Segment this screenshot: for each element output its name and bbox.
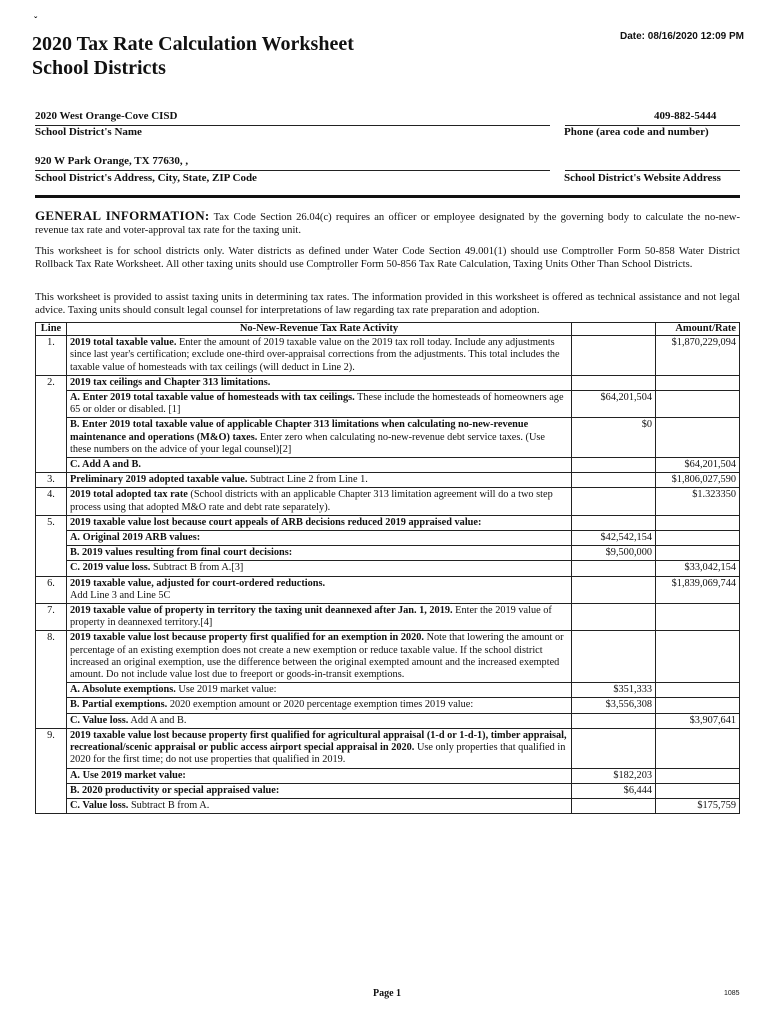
sub-amount-cell [572, 713, 656, 728]
line-description: C. 2019 value loss. Subtract B from A.[3] [67, 561, 572, 576]
line-description: B. 2020 productivity or special appraised value: [67, 783, 572, 798]
line-description: 2019 total adopted tax rate (School districts with an applicable Chapter 313 limitation agreement will do a two step process using that adopted M&O rate and debt rate separately). [67, 488, 572, 515]
amount-cell [656, 631, 740, 683]
sub-amount-cell: $6,444 [572, 783, 656, 798]
sub-amount-cell [572, 604, 656, 631]
line-description: B. Partial exemptions. 2020 exemption amount or 2020 percentage exemption times 2019 value: [67, 698, 572, 713]
amount-cell [656, 683, 740, 698]
phone-value: 409-882-5444 [654, 110, 717, 122]
line-number: 4. [36, 488, 67, 515]
address-line [35, 170, 550, 171]
amount-cell: $1.323350 [656, 488, 740, 515]
amount-cell [656, 768, 740, 783]
amount-cell [656, 531, 740, 546]
table-row [36, 798, 740, 813]
table-row [36, 458, 740, 473]
table-row [36, 728, 740, 768]
line-description: Preliminary 2019 adopted taxable value. Subtract Line 2 from Line 1. [67, 473, 572, 488]
line-description: C. Value loss. Subtract B from A. [67, 798, 572, 813]
sub-amount-cell [572, 561, 656, 576]
col-amount-header: Amount/Rate [656, 323, 740, 336]
website-label: School District's Website Address [564, 172, 721, 184]
table-row [36, 576, 740, 603]
sub-amount-cell [572, 473, 656, 488]
sub-amount-cell: $64,201,504 [572, 391, 656, 418]
sub-amount-cell: $3,556,308 [572, 698, 656, 713]
line-description: 2019 taxable value lost because property first qualified for an exemption in 2020. Note that lowering the amount or percentage of an existing exemption does not create a new exemption or reduce taxable value. If the school district increased an original exemption, use the difference between the original exempted amount and the increased exempted amount. Do not include value lost due to freeport or goods-in-transit exemptions. [67, 631, 572, 683]
sub-amount-cell [572, 631, 656, 683]
sub-amount-cell [572, 488, 656, 515]
website-line [565, 170, 740, 171]
general-info-p2: This worksheet is for school districts only. Water districts as defined under Water Code Section 49.001(1) should use Comptroller Form 50-858 Water District Rollback Tax Rate Worksheet. All other taxing units should use Comptroller Form 50-856 Tax Rate Calculation, Taxing Units Other Than School Districts. [35, 246, 740, 270]
sub-amount-cell [572, 336, 656, 376]
district-name-value: 2020 West Orange-Cove CISD [35, 110, 178, 122]
col-activity-header: No-New-Revenue Tax Rate Activity [67, 323, 572, 336]
line-description: B. Enter 2019 total taxable value of applicable Chapter 313 limitations when calculating no-new-revenue maintenance and operations (M&O) taxes. Enter zero when calculating no-new-revenue debt service taxes. (Use these numbers on the advice of your legal counsel)[2] [67, 418, 572, 458]
amount-cell: $1,870,229,094 [656, 336, 740, 376]
table-row [36, 783, 740, 798]
sub-amount-cell: $9,500,000 [572, 546, 656, 561]
sub-amount-cell [572, 458, 656, 473]
line-number: 6. [36, 576, 67, 603]
amount-cell: $3,907,641 [656, 713, 740, 728]
section-divider [35, 195, 740, 198]
line-description: 2019 taxable value lost because court appeals of ARB decisions reduced 2019 appraised value: [67, 515, 572, 530]
line-description: C. Add A and B. [67, 458, 572, 473]
amount-cell: $1,839,069,744 [656, 576, 740, 603]
form-code: 1085 [724, 990, 740, 997]
col-line-header: Line [36, 323, 67, 336]
line-number: 8. [36, 631, 67, 728]
line-number: 5. [36, 515, 67, 576]
amount-cell [656, 698, 740, 713]
subtitle-line: School Districts [32, 57, 166, 79]
amount-cell [656, 728, 740, 768]
address-value: 920 W Park Orange, TX 77630, , [35, 155, 189, 167]
table-row [36, 768, 740, 783]
line-description: A. Absolute exemptions. Use 2019 market value: [67, 683, 572, 698]
sub-amount-cell [572, 375, 656, 390]
amount-cell [656, 418, 740, 458]
address-label: School District's Address, City, State, ZIP Code [35, 172, 257, 184]
table-row [36, 698, 740, 713]
general-info-p1 [35, 210, 740, 237]
table-header-row [36, 323, 740, 336]
title-line: 2020 Tax Rate Calculation Worksheet [32, 33, 354, 55]
sub-amount-cell: $182,203 [572, 768, 656, 783]
amount-cell: $64,201,504 [656, 458, 740, 473]
line-description: B. 2019 values resulting from final court decisions: [67, 546, 572, 561]
line-description: 2019 tax ceilings and Chapter 313 limitations. [67, 375, 572, 390]
line-description: A. Use 2019 market value: [67, 768, 572, 783]
general-info-heading: GENERAL INFORMATION: [35, 208, 210, 223]
table-row [36, 531, 740, 546]
table-row [36, 418, 740, 458]
table-row [36, 375, 740, 390]
sub-amount-cell: $351,333 [572, 683, 656, 698]
sub-amount-cell [572, 576, 656, 603]
general-info-text-1: Tax Code Section 26.04(c) requires an officer or employee designated by the governing body to calculate the no-new-revenue tax rate and voter-approval tax rate for the taxing unit. [35, 212, 740, 236]
line-description: C. Value loss. Add A and B. [67, 713, 572, 728]
table-row [36, 561, 740, 576]
print-date: Date: 08/16/2020 12:09 PM [620, 31, 744, 42]
amount-cell: $33,042,154 [656, 561, 740, 576]
line-number: 2. [36, 375, 67, 472]
sub-amount-cell [572, 728, 656, 768]
amount-cell: $175,759 [656, 798, 740, 813]
table-row [36, 391, 740, 418]
line-number: 3. [36, 473, 67, 488]
amount-cell [656, 515, 740, 530]
table-row [36, 713, 740, 728]
line-number: 9. [36, 728, 67, 813]
table-row [36, 473, 740, 488]
line-description: 2019 total taxable value. Enter the amount of 2019 taxable value on the 2019 tax roll today. Include any adjustments since last year's certification; exclude one-third over-appraisal corrections from the adjustments. This total includes the taxable value of homesteads with tax ceilings (will deduct in Line 2). [67, 336, 572, 376]
table-row [36, 631, 740, 683]
page-title [32, 32, 354, 80]
amount-cell [656, 546, 740, 561]
stray-mark: ˇ [34, 16, 38, 27]
phone-label: Phone (area code and number) [564, 126, 709, 138]
general-info-p3: This worksheet is provided to assist taxing units in determining tax rates. The information provided in this worksheet is offered as technical assistance and not legal advice. Taxing units should consult legal counsel for interpretations of law regarding tax rate preparation and adoption. [35, 292, 740, 316]
sub-amount-cell [572, 515, 656, 530]
amount-cell [656, 375, 740, 390]
table-row [36, 604, 740, 631]
table-row [36, 683, 740, 698]
line-description: 2019 taxable value lost because property first qualified for agricultural appraisal (1-d or 1-d-1), timber appraisal, recreational/scenic appraisal or public access airport special appraisal in 2020. Use only properties that qualified in 2020 for the first time; do not use properties that qualified in 2019. [67, 728, 572, 768]
line-description: A. Original 2019 ARB values: [67, 531, 572, 546]
amount-cell [656, 604, 740, 631]
amount-cell [656, 783, 740, 798]
line-description: 2019 taxable value of property in territory the taxing unit deannexed after Jan. 1, 2019. Enter the 2019 value of property in deannexed territory.[4] [67, 604, 572, 631]
line-number: 1. [36, 336, 67, 376]
amount-cell: $1,806,027,590 [656, 473, 740, 488]
line-number: 7. [36, 604, 67, 631]
district-name-label: School District's Name [35, 126, 142, 138]
table-row [36, 336, 740, 376]
page-number: Page 1 [373, 988, 402, 999]
worksheet-table [35, 322, 740, 814]
line-description: 2019 taxable value, adjusted for court-ordered reductions. Add Line 3 and Line 5C [67, 576, 572, 603]
sub-amount-cell: $42,542,154 [572, 531, 656, 546]
sub-amount-cell [572, 798, 656, 813]
sub-amount-cell: $0 [572, 418, 656, 458]
table-row [36, 515, 740, 530]
table-row [36, 488, 740, 515]
table-row [36, 546, 740, 561]
line-description: A. Enter 2019 total taxable value of homesteads with tax ceilings. These include the homesteads of homeowners age 65 or older or disabled. [1] [67, 391, 572, 418]
col-subamount-header [572, 323, 656, 336]
amount-cell [656, 391, 740, 418]
